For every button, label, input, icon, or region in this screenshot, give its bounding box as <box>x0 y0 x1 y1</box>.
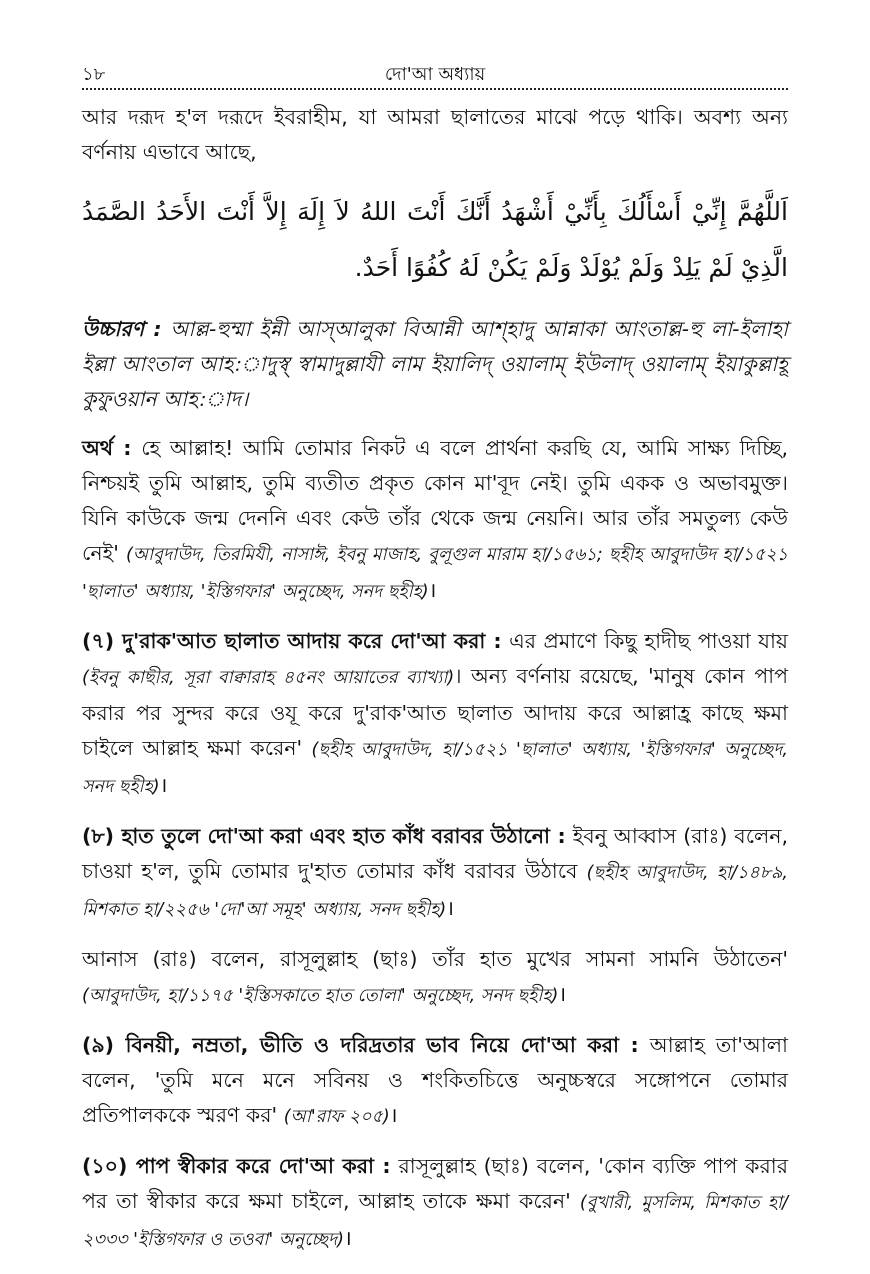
anas-reference: (আবুদাউদ, হা/১১৭৫ 'ইস্তিসকাতে হাত তোলা' অনুচ্ছেদ, সনদ ছহীহ) <box>82 986 559 1006</box>
anas-paragraph <box>82 942 788 1014</box>
meaning-text: হে আল্লাহ! আমি তোমার নিকট এ বলে প্রার্থনা করছি যে, আমি সাক্ষ্য দিচ্ছি, নিশ্চয়ই তুমি আল্লাহ, তুমি ব্যতীত প্রকৃত কোন মা'বূদ নেই। তুমি একক ও অভাবমুক্ত। যিনি কাউকে জন্ম দেননি এবং কেউ তাঁর থেকে জন্ম নেয়নি। আর তাঁর সমতুল্য কেউ নেই' <box>82 436 788 565</box>
section-10-reference: (বুখারী, মুসলিম, মিশকাত হা/২৩৩৩ 'ইস্তিগফার ও তওবা' অনুচ্ছেদ) <box>82 1193 788 1250</box>
section-7-end: । <box>159 773 168 797</box>
running-title: দো'আ অধ্যায় <box>384 64 486 85</box>
arabic-dua: اَللَّهُمَّ إِنِّيْ أَسْأَلُكَ بِأَنِّيْ أَشْهَدُ أَنَّكَ أَنْتَ اللهُ لاَ إِلَهَ إِلاَّ أَنْتَ الأَحَدُ الصَّمَدُ الَّذِيْ لَمْ يَلِدْ وَلَمْ يُوْلَدْ وَلَمْ يَكُنْ لَهُ كُفُوًا أَحَدٌ. <box>82 197 788 282</box>
section-8-heading: (৮) হাত তুলে দো'আ করা এবং হাত কাঁধ বরাবর উঠানো : <box>82 824 566 848</box>
pronunciation-text: আল্ল-হুম্মা ইন্নী আস্আলুকা বিআন্নী আশ্হাদু আন্নাকা আংতাল্ল-হু লা-ইলাহা ইল্লা আংতাল আহ:াদুস্ব্ স্বামাদুল্লাযী লাম ইয়ালিদ্ ওয়ালাম্ ইউলাদ্ ওয়ালাম্ ইয়াকুল্লাহূ কুফুওয়ান আহ:াদ। <box>82 317 788 411</box>
intro-paragraph <box>82 100 788 170</box>
section-7 <box>82 624 788 805</box>
page-header <box>82 58 788 86</box>
pronunciation-paragraph <box>82 312 788 417</box>
meaning-label: অর্থ : <box>82 436 132 460</box>
book-page <box>82 58 788 1272</box>
section-9 <box>82 1028 788 1135</box>
section-7-text-1: এর প্রমাণে কিছু হাদীছ পাওয়া যায় <box>509 629 788 653</box>
meaning-reference: (আবুদাউদ, তিরমিযী, নাসাঈ, ইবনু মাজাহ, বুলূগুল মারাম হা/১৫৬১; ছহীহ আবুদাউদ হা/১৫২১ 'ছালাত' অধ্যায়, 'ইস্তিগফার' অনুচ্ছেদ, সনদ ছহীহ) <box>82 545 788 602</box>
section-8 <box>82 819 788 928</box>
section-7-heading: (৭) দু'রাক'আত ছালাত আদায় করে দো'আ করা : <box>82 629 502 653</box>
section-7-reference-1: (ইবনু কাছীর, সূরা বাক্বারাহ ৪৫নং আয়াতের ব্যাখ্যা) <box>82 668 455 688</box>
section-7-reference-2: (ছহীহ আবুদাউদ, হা/১৫২১ 'ছালাত' অধ্যায়, 'ইস্তিগফার' অনুচ্ছেদ, সনদ ছহীহ) <box>82 740 788 797</box>
pronunciation-label: উচ্চারণ : <box>82 317 162 341</box>
section-9-heading: (৯) বিনয়ী, নম্রতা, ভীতি ও দরিদ্রতার ভাব নিয়ে দো'আ করা : <box>82 1033 639 1057</box>
section-8-end: । <box>446 896 455 920</box>
anas-end: । <box>558 982 567 1006</box>
meaning-paragraph <box>82 431 788 610</box>
section-9-end: । <box>389 1103 398 1127</box>
section-10 <box>82 1149 788 1258</box>
meaning-end: । <box>428 578 437 602</box>
section-10-end: । <box>343 1226 352 1250</box>
intro-text: আর দরূদ হ'ল দরূদে ইবরাহীম, যা আমরা ছালাতের মাঝে পড়ে থাকি। অবশ্য অন্য বর্ণনায় এভাবে আছে, <box>82 105 788 164</box>
section-10-text: রাসূলুল্লাহ (ছাঃ) বলেন, 'কোন ব্যক্তি পাপ করার পর তা স্বীকার করে ক্ষমা চাইলে, আল্লাহ তাকে ক্ষমা করেন' <box>82 1154 788 1213</box>
anas-text: আনাস (রাঃ) বলেন, রাসূলুল্লাহ (ছাঃ) তাঁর হাত মুখের সামনা সামনি উঠাতেন' <box>82 947 788 971</box>
section-8-text: ইবনু আব্বাস (রাঃ) বলেন, চাওয়া হ'ল, তুমি তোমার দু'হাত তোমার কাঁধ বরাবর উঠাবে <box>82 824 788 883</box>
page-number: ১৮ <box>82 64 106 85</box>
section-7-text-2: । অন্য বর্ণনায় রয়েছে, 'মানুষ কোন পাপ করার পর সুন্দর করে ওযূ করে দু'রাক'আত ছালাত আদায় করে আল্লাহ্র কাছে ক্ষমা চাইলে আল্লাহ ক্ষমা করেন' <box>82 664 788 760</box>
section-8-reference: (ছহীহ আবুদাউদ, হা/১৪৮৯, মিশকাত হা/২২৫৬ 'দো'আ সমূহ' অধ্যায়, সনদ ছহীহ) <box>82 863 788 920</box>
section-9-text: আল্লাহ তা'আলা বলেন, 'তুমি মনে মনে সবিনয় ও শংকিতচিত্তে অনুচ্চস্বরে সঙ্গোপনে তোমার প্রতিপালককে স্মরণ কর' <box>82 1033 788 1127</box>
section-9-reference: (আ'রাফ ২০৫) <box>283 1107 390 1127</box>
section-10-heading: (১০) পাপ স্বীকার করে দো'আ করা : <box>82 1154 391 1178</box>
